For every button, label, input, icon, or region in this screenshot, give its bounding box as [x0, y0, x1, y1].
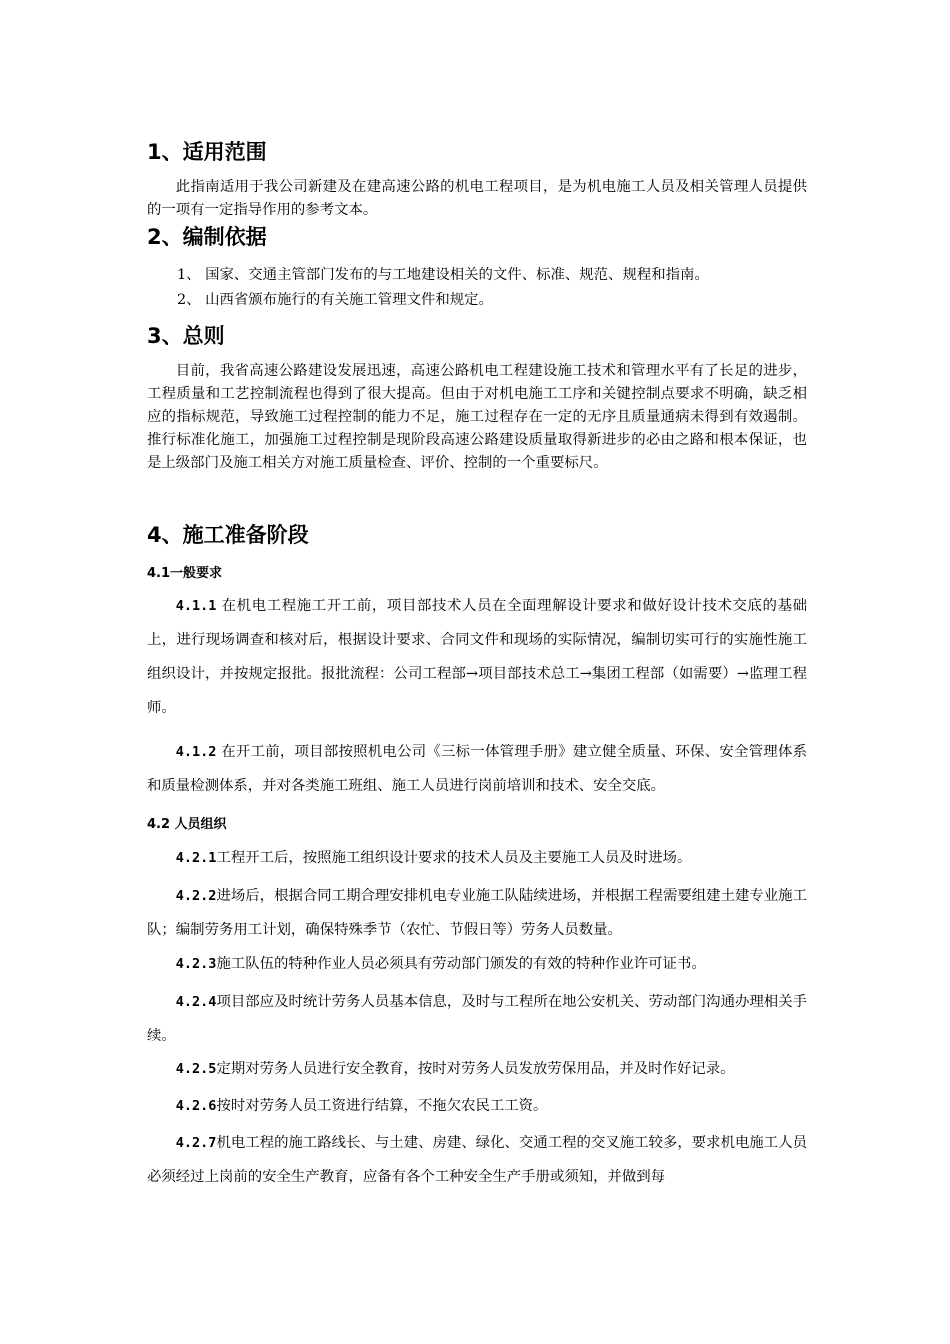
clause-text: 施工队伍的特种作业人员必须具有劳动部门颁发的有效的特种作业许可证书。	[216, 956, 706, 972]
paragraph-4-1-1	[147, 589, 807, 725]
paragraph-4-1-2	[147, 735, 807, 803]
clause-text: 进场后，根据合同工期合理安排机电专业施工队陆续进场，并根据工程需要组建土建专业施工队；编制劳务用工计划，确保特殊季节（农忙、节假日等）劳务人员数量。	[147, 888, 807, 938]
section-3-body: 目前，我省高速公路建设发展迅速，高速公路机电工程建设施工技术和管理水平有了长足的进步，工程质量和工艺控制流程也得到了很大提高。但由于对机电施工工序和关键控制点要求不明确，缺乏相应的指标规范，导致施工过程控制的能力不足，施工过程存在一定的无序且质量通病未得到有效遏制。推行标准化施工，加强施工过程控制是现阶段高速公路建设质量取得新进步的必由之路和根本保证，也是上级部门及施工相关方对施工质量检查、评价、控制的一个重要标尺。	[147, 363, 807, 471]
clause-number: 4.2.3	[175, 956, 217, 972]
clause-number: 4.2.7	[175, 1135, 217, 1151]
paragraph-4-2-4	[147, 985, 807, 1053]
subsection-4-1-heading: 4.1一般要求	[147, 566, 223, 581]
clause-text: 定期对劳务人员进行安全教育，按时对劳务人员发放劳保用品，并及时作好记录。	[216, 1061, 735, 1077]
clause-number: 4.2.2	[175, 888, 217, 904]
clause-number: 4.1.2	[175, 744, 217, 760]
section-3-heading: 3、总则	[147, 324, 225, 348]
clause-text: 按时对劳务人员工资进行结算，不拖欠农民工工资。	[216, 1098, 548, 1114]
paragraph-4-2-3	[147, 947, 807, 981]
clause-text: 项目部应及时统计劳务人员基本信息，及时与工程所在地公安机关、劳动部门沟通办理相关手续。	[147, 994, 807, 1044]
paragraph-4-2-6	[147, 1089, 807, 1123]
clause-text: 在开工前，项目部按照机电公司《三标一体管理手册》建立健全质量、环保、安全管理体系和质量检测体系，并对各类施工班组、施工人员进行岗前培训和技术、安全交底。	[147, 744, 807, 794]
clause-number: 4.1.1	[175, 598, 217, 614]
section-2-heading: 2、编制依据	[147, 225, 267, 249]
clause-text: 在机电工程施工开工前，项目部技术人员在全面理解设计要求和做好设计技术交底的基础上，进行现场调查和核对后，根据设计要求、合同文件和现场的实际情况，编制切实可行的实施性施工组织设计，并按规定报批。报批流程：公司工程部→项目部技术总工→集团工程部（如需要）→监理工程师。	[147, 598, 807, 716]
clause-text: 机电工程的施工路线长、与土建、房建、绿化、交通工程的交叉施工较多，要求机电施工人员必须经过上岗前的安全生产教育，应备有各个工种安全生产手册或须知，并做到每	[147, 1135, 807, 1185]
paragraph-4-2-5	[147, 1052, 807, 1086]
section-2-item-1: 1、 国家、交通主管部门发布的与工地建设相关的文件、标准、规范、规程和指南。	[177, 267, 709, 283]
section-2-item-2: 2、 山西省颁布施行的有关施工管理文件和规定。	[177, 292, 493, 308]
section-1-body: 此指南适用于我公司新建及在建高速公路的机电工程项目，是为机电施工人员及相关管理人员提供的一项有一定指导作用的参考文本。	[147, 179, 807, 218]
paragraph-4-2-2	[147, 879, 807, 947]
paragraph-4-2-7	[147, 1126, 807, 1194]
clause-number: 4.2.1	[175, 850, 217, 866]
clause-text: 工程开工后，按照施工组织设计要求的技术人员及主要施工人员及时进场。	[216, 850, 692, 866]
clause-number: 4.2.6	[175, 1098, 217, 1114]
clause-number: 4.2.4	[175, 994, 217, 1010]
section-4-heading: 4、施工准备阶段	[147, 523, 309, 547]
subsection-4-2-heading: 4.2 人员组织	[147, 817, 227, 832]
clause-number: 4.2.5	[175, 1061, 217, 1077]
paragraph-4-2-1	[147, 841, 807, 875]
section-1-heading: 1、适用范围	[147, 140, 267, 164]
